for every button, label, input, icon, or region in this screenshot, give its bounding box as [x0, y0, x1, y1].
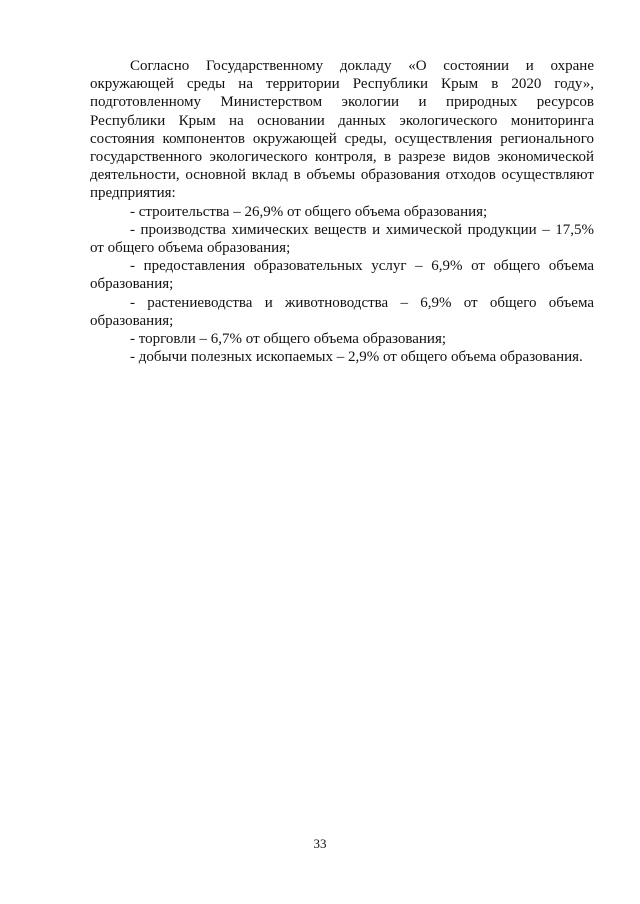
list-item: - строительства – 26,9% от общего объема образования; — [130, 203, 488, 220]
list-item: - добычи полезных ископаемых – 2,9% от общего объема образования. — [130, 349, 583, 366]
body-text — [90, 57, 594, 366]
list-item: - торговли – 6,7% от общего объема образования; — [130, 331, 447, 348]
list-item: - предоставления образовательных услуг – 6,9% от общего объема образования; — [90, 258, 594, 293]
intro-paragraph: Согласно Государственному докладу «О состоянии и охране окружающей среды на территории Республики Крым в 2020 году», подготовленному Министерством экологии и природных ресурсов Республики Крым на основании данных экологического мониторинга состояния компонентов окружающей среды, осуществления регионального государственного экологического контроля, в разрезе видов экономической деятельности, основной вклад в объемы образования отходов осуществляют предприятия: — [90, 58, 594, 202]
page-number: 33 — [313, 836, 327, 851]
list-item: - растениеводства и животноводства – 6,9% от общего объема образования; — [90, 294, 594, 329]
list-item: - производства химических веществ и химической продукции – 17,5% от общего объема образования; — [90, 221, 594, 257]
